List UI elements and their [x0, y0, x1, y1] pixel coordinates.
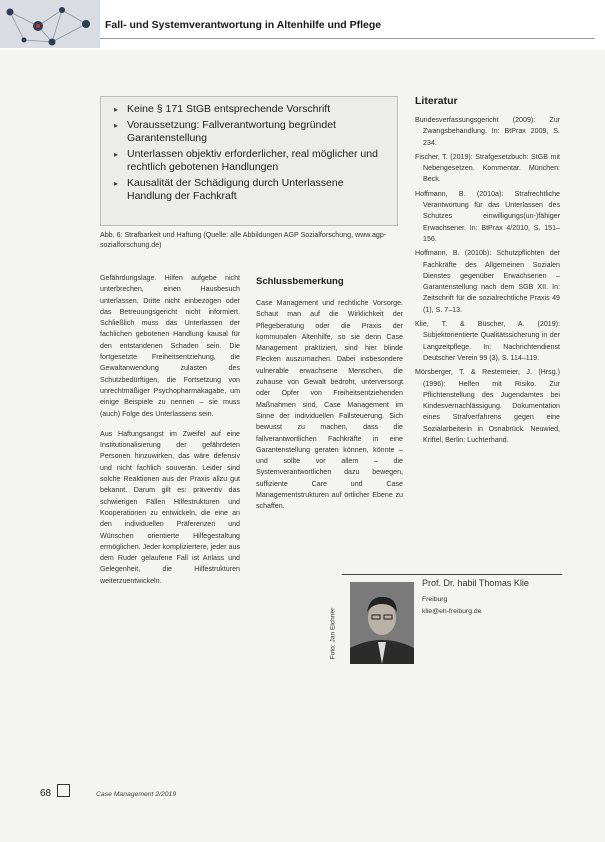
paragraph: Aus Haftungsangst im Zweifel auf eine Institutionalisierung der gefährdeten Personen hinzuwirken, das wäre defensiv und nicht fachlich souverän. Leider sind solche Reaktionen aus der Praxis allzu gut bekannt. Darum gilt es: präventiv das schwierigen Fällen Hilfestrukturen und Kooperationen zu entwickeln, die eine an den individuellen Präferenzen und Wünschen orientierte Hilfegestaltung ermöglichen. Jeder kompliziertere, jeder aus dem Ruder gelaufene Fall ist Anlass und Gelegenheit, die Hilfestrukturen weiterzuentwickeln.: [100, 429, 240, 585]
summary-item: ▸ Keine § 171 StGB entsprechende Vorschrift: [127, 103, 389, 116]
section-heading: Schlussbemerkung: [256, 276, 344, 287]
literature-entry: Mörsberger, T. & Restemeier, J. (Hrsg.) (1996): Helfen mit Risiko. Zur Pflichtenstellung des Jugendamtes bei Kindesvernachlässigung. Dokumentation eines Strafverfahrens gegen eine Sozialarbeiterin in Osnabrück. Neuwied, Kriftel, Berlin: Luchterhand.: [415, 368, 560, 445]
literature-entry: Fischer, T. (2019): Strafgesetzbuch: StGB mit Nebengesetzen. Kommentar. München: Beck.: [415, 152, 560, 184]
summary-item: ▸ Unterlassen objektiv erforderlicher, real möglicher und rechtlich gebotenen Handlungen: [127, 148, 389, 174]
summary-item: ▸ Kausalität der Schädigung durch Unterlassene Handlung der Fachkraft: [127, 177, 389, 203]
author-email[interactable]: klie@eh-freiburg.de: [422, 608, 482, 615]
summary-list: [101, 97, 397, 203]
page-header: [0, 0, 605, 50]
header-divider: [100, 38, 595, 39]
literature-entry: Hoffmann, B. (2010a): Strafrechtliche Verantwortung für das Unterlassen des Schutzes einwilligungs(un-)fähiger Erwachsener. In: BtPrax 4/2010, S. 151–156.: [415, 189, 560, 243]
paragraph: Gefährdungslage. Hilfen aufgebe nicht unterbrechen, einen Hausbesuch unterlassen. Dritte nicht einbezogen oder das Betreuungsgericht nicht informiert. Schließlich muss das Unterlassen der fachlichen gebotenen Handlung kausal für den entstandenen Schaden sein. Die fortgesetzte Freiheitsentziehung, die Gewaltanwendung zulasten des Schutzbedürftigen, die Fortsetzung von unrechtmäßiger Psychopharmakagabe, um einige Beispiele zu nennen – sie muss (auch) Folge des Unterlassens sein.: [100, 274, 240, 418]
magazine-logo-icon: [57, 784, 70, 797]
literature-entry: Klie, T. & Büscher, A. (2019): Subjektorientierte Qualitätssicherung in der Langzeitpflege. In: Nachrichtendienst Deutscher Verein 99 (3), S. 114–119.: [415, 320, 560, 362]
literature-entry: Bundesverfassungsgericht (2009): Zur Zwangsbehandlung. In: BtPrax 2009, S. 234.: [415, 116, 560, 147]
summary-box: [100, 96, 398, 226]
literature-entry: Hoffmann, B. (2010b): Schutzpflichten der Fachkräfte des Allgemeinen Sozialen Dienstes gegenüber Erwachsenen – Garantenstellung nach dem SGB XII. In: Zeitschrift für die sozialrechtliche Praxis 49 (1), S. 7–13.: [415, 249, 560, 314]
author-city: Freiburg: [422, 596, 448, 603]
author-portrait-icon: [350, 582, 414, 664]
page-header-title: Fall- und Systemverantwortung in Altenhilfe und Pflege: [105, 19, 382, 31]
literature-heading: Literatur: [415, 95, 458, 107]
author-photo: [350, 582, 414, 664]
page-number: 68: [40, 788, 52, 799]
figure-caption: Abb. 6: Strafbarkeit und Haftung (Quelle: alle Abbildungen AGP Sozialforschung, www.agp-sozialforschung.de): [100, 231, 387, 249]
summary-item: ▸ Voraussetzung: Fallverantwortung begründet Garantenstellung: [127, 119, 389, 145]
author-box: [329, 574, 562, 686]
magazine-name: Case Management 2/2019: [96, 791, 177, 798]
paragraph: Case Management und rechtliche Vorsorge. Schaut man auf die Wirklichkeit der Pflegeberatung oder die Praxis der kommunalen Altenhilfe, so sie denn Case Management praktiziert, sind hier blinde Flecken auszumachen. Dabei insbesondere vulnerable erwachsene Menschen, die zuhause von Gewalt bedroht, unterversorgt oder Opfer von Freiheitsentziehenden Maßnahmen sind, Case Management im Sinne der individuellen Fallsteuerung. Sich bewusst zu machen, dass die fallverantwortlichen Fachkräfte in eine Garantenstellung geraten können, könnte – und sollte vor allem – die Systemverantwortlichen dazu bewegen, suffiziente Care und Case Managementstrukturen auf örtlicher Ebene zu schaffen.: [256, 299, 403, 511]
body-column-2: [256, 298, 403, 522]
network-graphic-icon: [0, 0, 100, 48]
literature-list: [415, 115, 560, 449]
author-divider: [342, 574, 562, 575]
author-name: Prof. Dr. habil Thomas Klie: [422, 578, 529, 588]
body-column-1: [100, 273, 240, 596]
photo-credit: Foto: Jan Eichner: [329, 607, 337, 660]
